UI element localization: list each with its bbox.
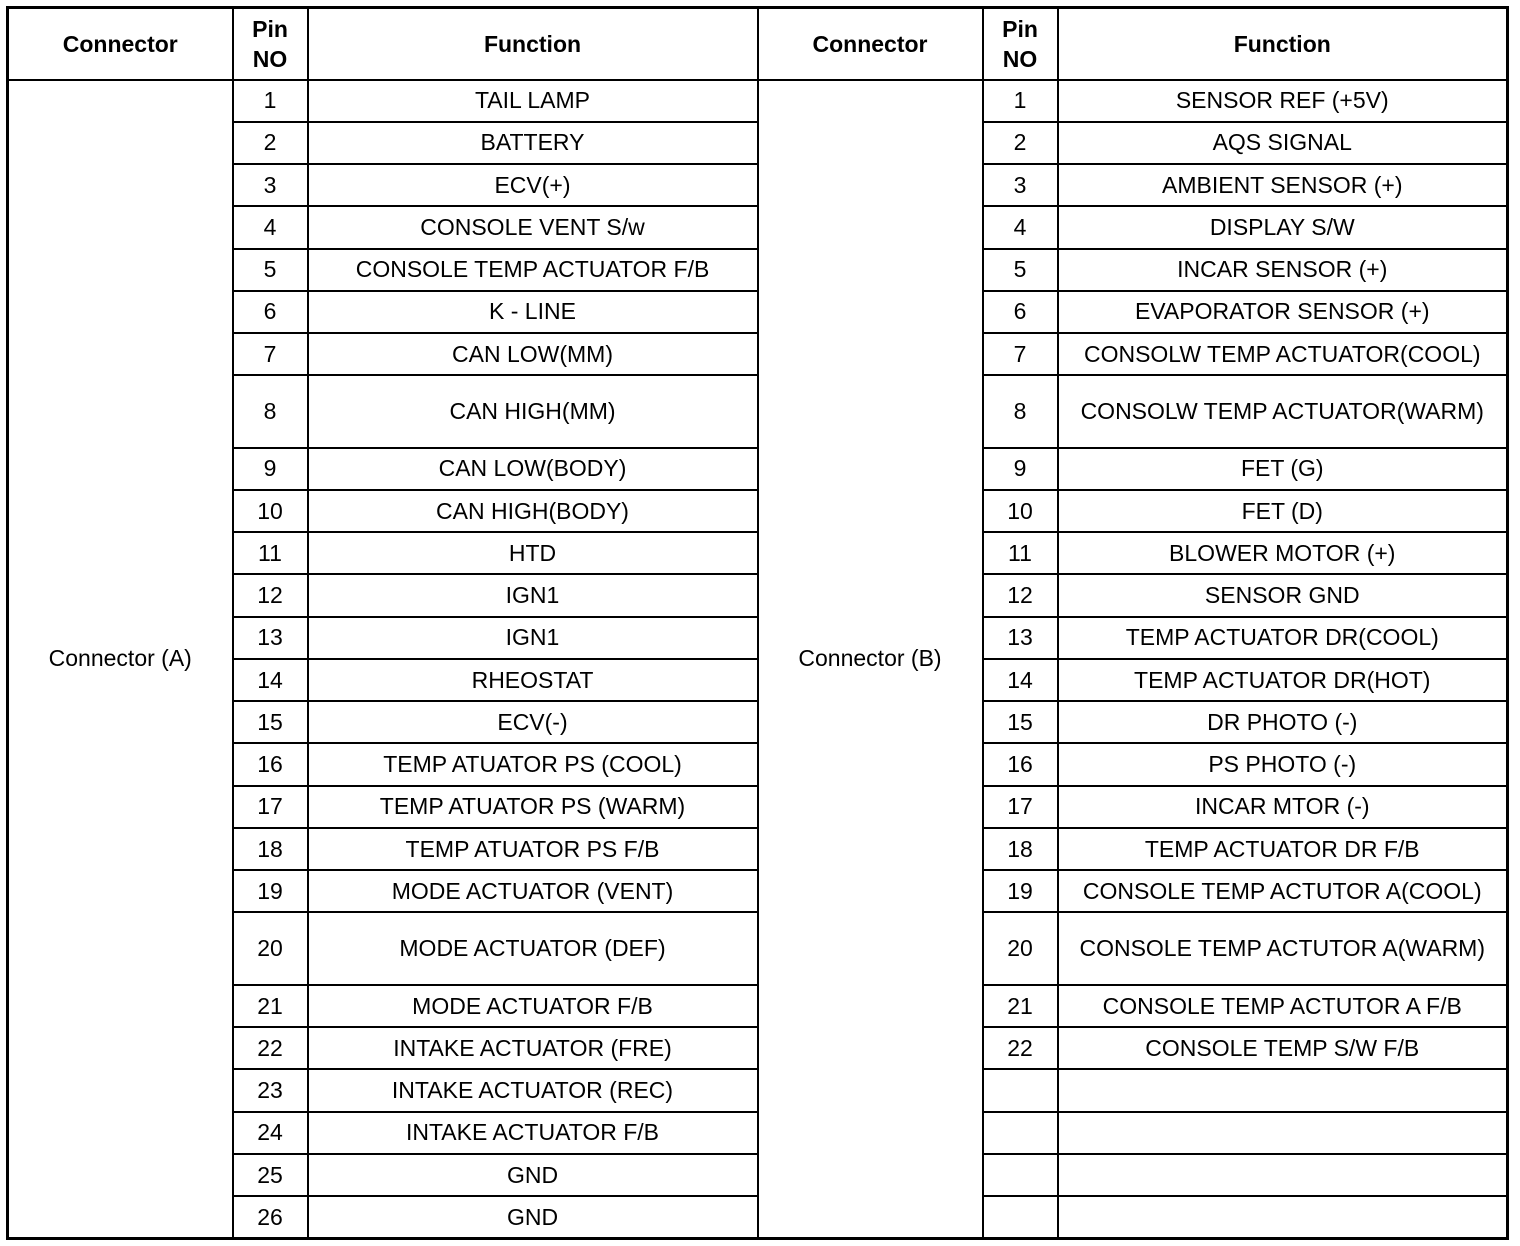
connector-a-function-cell: ECV(-) [308, 701, 758, 743]
connector-b-pin-cell [983, 1069, 1058, 1111]
table-body [8, 80, 1508, 1239]
connector-b-function-cell [1058, 1112, 1508, 1154]
connector-a-pin-cell: 18 [233, 828, 308, 870]
connector-b-pin-cell: 6 [983, 291, 1058, 333]
connector-a-pin-cell: 15 [233, 701, 308, 743]
connector-a-pin-cell: 5 [233, 249, 308, 291]
connector-b-function-cell: DR PHOTO (-) [1058, 701, 1508, 743]
connector-a-pin-cell: 1 [233, 80, 308, 122]
connector-a-pin-cell: 22 [233, 1027, 308, 1069]
header-no-label: NO [1002, 45, 1038, 72]
connector-b-pin-cell: 9 [983, 448, 1058, 490]
connector-b-function-cell [1058, 1196, 1508, 1238]
header-row [8, 8, 1508, 80]
connector-b-function-cell: DISPLAY S/W [1058, 206, 1508, 248]
connector-b-function-cell [1058, 1069, 1508, 1111]
connector-a-pin-cell: 23 [233, 1069, 308, 1111]
connector-b-function-cell [1058, 1154, 1508, 1196]
connector-b-function-cell: CONSOLW TEMP ACTUATOR(WARM) [1058, 375, 1508, 447]
connector-b-function-cell: INCAR SENSOR (+) [1058, 249, 1508, 291]
connector-a-pin-cell: 9 [233, 448, 308, 490]
connector-a-function-cell: INTAKE ACTUATOR (FRE) [308, 1027, 758, 1069]
connector-b-function-cell: CONSOLE TEMP ACTUTOR A F/B [1058, 985, 1508, 1027]
connector-a-function-cell: CONSOLE TEMP ACTUATOR F/B [308, 249, 758, 291]
connector-b-function-cell: CONSOLW TEMP ACTUATOR(COOL) [1058, 333, 1508, 375]
header-function-b: Function [1058, 8, 1508, 80]
connector-b-function-cell: CONSOLE TEMP ACTUTOR A(WARM) [1058, 912, 1508, 984]
connector-b-pin-cell: 14 [983, 659, 1058, 701]
connector-a-pin-cell: 17 [233, 786, 308, 828]
connector-b-function-cell: SENSOR REF (+5V) [1058, 80, 1508, 122]
connector-a-pin-cell: 26 [233, 1196, 308, 1238]
connector-a-pin-cell: 19 [233, 870, 308, 912]
connector-b-pin-cell: 4 [983, 206, 1058, 248]
header-connector-a: Connector [8, 8, 233, 80]
connector-a-function-cell: HTD [308, 532, 758, 574]
header-function-a: Function [308, 8, 758, 80]
connector-b-function-cell: TEMP ACTUATOR DR F/B [1058, 828, 1508, 870]
connector-a-pin-cell: 21 [233, 985, 308, 1027]
connector-b-function-cell: TEMP ACTUATOR DR(COOL) [1058, 617, 1508, 659]
connector-a-function-cell: INTAKE ACTUATOR F/B [308, 1112, 758, 1154]
connector-b-pin-cell: 18 [983, 828, 1058, 870]
connector-a-function-cell: GND [308, 1154, 758, 1196]
connector-b-function-cell: FET (D) [1058, 490, 1508, 532]
connector-b-function-cell: CONSOLE TEMP S/W F/B [1058, 1027, 1508, 1069]
connector-b-function-cell: CONSOLE TEMP ACTUTOR A(COOL) [1058, 870, 1508, 912]
connector-b-function-cell: SENSOR GND [1058, 574, 1508, 616]
connector-a-pin-cell: 24 [233, 1112, 308, 1154]
connector-a-function-cell: GND [308, 1196, 758, 1238]
connector-b-function-cell: BLOWER MOTOR (+) [1058, 532, 1508, 574]
connector-a-pin-cell: 2 [233, 122, 308, 164]
connector-a-pin-cell: 25 [233, 1154, 308, 1196]
connector-a-function-cell: TEMP ATUATOR PS (WARM) [308, 786, 758, 828]
connector-a-function-cell: INTAKE ACTUATOR (REC) [308, 1069, 758, 1111]
connector-b-function-cell: AMBIENT SENSOR (+) [1058, 164, 1508, 206]
connector-b-pin-cell: 3 [983, 164, 1058, 206]
connector-a-pin-cell: 13 [233, 617, 308, 659]
connector-b-label: Connector (B) [758, 80, 983, 1239]
connector-b-pin-cell: 22 [983, 1027, 1058, 1069]
connector-b-pin-cell: 16 [983, 743, 1058, 785]
connector-b-function-cell: FET (G) [1058, 448, 1508, 490]
header-pin-no-b [983, 8, 1058, 80]
header-pin-no-a [233, 8, 308, 80]
connector-a-function-cell: ECV(+) [308, 164, 758, 206]
connector-b-pin-cell [983, 1112, 1058, 1154]
connector-a-pin-cell: 10 [233, 490, 308, 532]
connector-b-pin-cell: 1 [983, 80, 1058, 122]
connector-b-pin-cell: 17 [983, 786, 1058, 828]
connector-a-pin-cell: 6 [233, 291, 308, 333]
connector-a-function-cell: RHEOSTAT [308, 659, 758, 701]
connector-a-function-cell: BATTERY [308, 122, 758, 164]
connector-a-function-cell: CAN LOW(BODY) [308, 448, 758, 490]
connector-b-function-cell: AQS SIGNAL [1058, 122, 1508, 164]
connector-a-function-cell: MODE ACTUATOR F/B [308, 985, 758, 1027]
connector-a-function-cell: CONSOLE VENT S/w [308, 206, 758, 248]
connector-a-function-cell: MODE ACTUATOR (VENT) [308, 870, 758, 912]
connector-b-pin-cell: 21 [983, 985, 1058, 1027]
connector-b-function-cell: INCAR MTOR (-) [1058, 786, 1508, 828]
connector-b-pin-cell: 20 [983, 912, 1058, 984]
connector-a-label: Connector (A) [8, 80, 233, 1239]
connector-a-function-cell: CAN HIGH(BODY) [308, 490, 758, 532]
connector-b-pin-cell: 10 [983, 490, 1058, 532]
connector-b-pin-cell: 8 [983, 375, 1058, 447]
connector-a-function-cell: TAIL LAMP [308, 80, 758, 122]
connector-a-pin-cell: 3 [233, 164, 308, 206]
connector-b-pin-cell: 7 [983, 333, 1058, 375]
header-pin-label: Pin [1002, 15, 1038, 42]
header-pin-label: Pin [252, 15, 288, 42]
connector-a-function-cell: IGN1 [308, 617, 758, 659]
connector-b-pin-cell: 13 [983, 617, 1058, 659]
connector-a-function-cell: IGN1 [308, 574, 758, 616]
connector-a-pin-cell: 20 [233, 912, 308, 984]
connector-a-pin-cell: 14 [233, 659, 308, 701]
connector-b-function-cell: PS PHOTO (-) [1058, 743, 1508, 785]
table-row [8, 80, 1508, 122]
connector-a-function-cell: CAN HIGH(MM) [308, 375, 758, 447]
connector-a-function-cell: MODE ACTUATOR (DEF) [308, 912, 758, 984]
connector-b-function-cell: TEMP ACTUATOR DR(HOT) [1058, 659, 1508, 701]
connector-a-function-cell: TEMP ATUATOR PS (COOL) [308, 743, 758, 785]
connector-a-function-cell: CAN LOW(MM) [308, 333, 758, 375]
connector-b-pin-cell: 19 [983, 870, 1058, 912]
connector-b-pin-cell: 15 [983, 701, 1058, 743]
connector-b-pin-cell [983, 1154, 1058, 1196]
connector-a-function-cell: TEMP ATUATOR PS F/B [308, 828, 758, 870]
header-connector-b: Connector [758, 8, 983, 80]
connector-pin-table [6, 6, 1509, 1240]
connector-b-function-cell: EVAPORATOR SENSOR (+) [1058, 291, 1508, 333]
connector-b-pin-cell: 5 [983, 249, 1058, 291]
connector-a-pin-cell: 12 [233, 574, 308, 616]
connector-a-pin-cell: 7 [233, 333, 308, 375]
connector-a-function-cell: K - LINE [308, 291, 758, 333]
connector-b-pin-cell [983, 1196, 1058, 1238]
header-no-label: NO [252, 45, 288, 72]
connector-a-pin-cell: 4 [233, 206, 308, 248]
connector-b-pin-cell: 11 [983, 532, 1058, 574]
connector-a-pin-cell: 16 [233, 743, 308, 785]
connector-a-pin-cell: 11 [233, 532, 308, 574]
connector-b-pin-cell: 2 [983, 122, 1058, 164]
connector-b-pin-cell: 12 [983, 574, 1058, 616]
connector-a-pin-cell: 8 [233, 375, 308, 447]
